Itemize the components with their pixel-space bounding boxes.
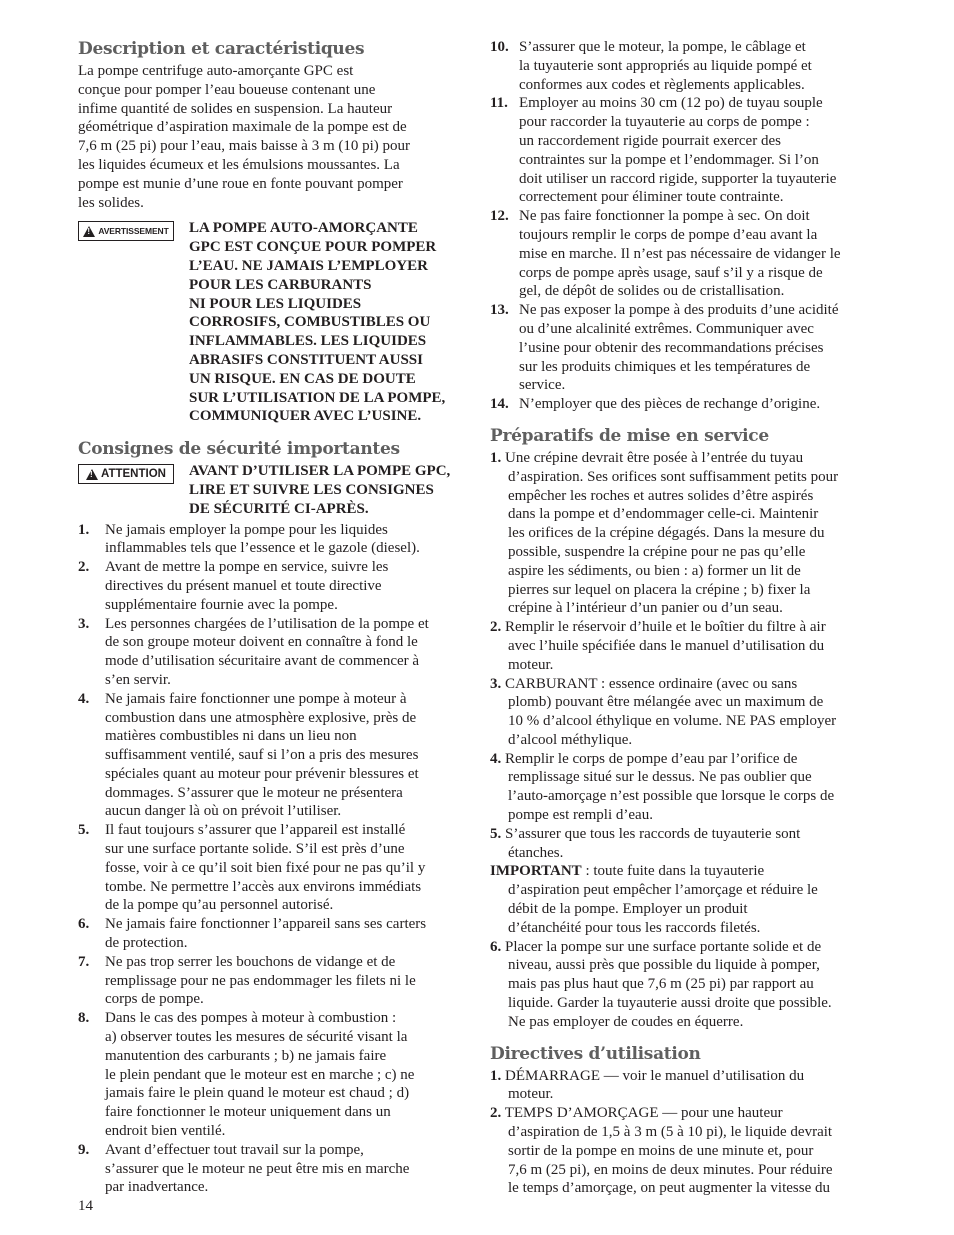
warning-triangle-icon: !: [83, 226, 95, 237]
preparation-list-continued: [490, 938, 880, 1032]
list-item: 8. Dans le cas des pompes à moteur à combustion : a) observer toutes les mesures de sécurité visant la manutention des carburants ; b) ne jamais faire le plein pendant que le moteur est en marche ; c) ne jamais faire le plein quand le moteur est chaud ; d) faire fonctionner le moteur uniquement dans un endroit bien ventilé.: [78, 1010, 415, 1140]
list-item: 4. Remplir le corps de pompe d’eau par l’orifice de remplissage situé sur le dessus. Ne pas oublier que l’auto-amorçage n’est possible que lorsque le corps de pompe est rempli d’eau.: [490, 750, 835, 824]
safety-list-continued: [490, 38, 880, 414]
list-item: 1. Ne jamais employer la pompe pour les liquides inflammables tels que l’essence et le gazole (diesel).: [78, 521, 420, 557]
attention-block: [78, 462, 464, 518]
list-item: 12. Ne pas faire fonctionner la pompe à sec. On doit toujours remplir le corps de pompe d’eau avant la mise en marche. Il n’est pas nécessaire de vidanger le corps de pompe après usage, sauf s’il y a risque de gel, de dépôt de solides ou de cristallisation.: [490, 208, 841, 300]
safety-list: [78, 521, 464, 1198]
list-item: 2. Avant de mettre la pompe en service, suivre les directives du présent manuel et toute directive supplémentaire fournie avec la pompe.: [78, 559, 389, 613]
attention-text: AVANT D’UTILISER LA POMPE GPC, LIRE ET SUIVRE LES CONSIGNES DE SÉCURITÉ CI-APRÈS.: [189, 463, 451, 517]
list-item: 9. Avant d’effectuer tout travail sur la pompe, s’assurer que le moteur ne peut être mis en marche par inadvertance.: [78, 1141, 410, 1196]
warning-badge: ! AVERTISSEMENT: [78, 221, 174, 241]
list-item: 6. Ne jamais faire fonctionner l’appareil sans ses carters de protection.: [78, 916, 427, 952]
section-heading-preparation: Préparatifs de mise en service: [490, 425, 769, 446]
warning-block: [78, 219, 464, 426]
list-item: 10. S’assurer que le moteur, la pompe, le câblage et la tuyauterie sont appropriés au liquide pompé et conformes aux codes et règlements applicables.: [490, 39, 812, 93]
list-item: 11. Employer au moins 30 cm (12 po) de tuyau souple pour raccorder la tuyauterie au corps de pompe : un raccordement rigide pourrait exercer des contraintes sur la pompe et l’endommager. Si l’on doit utiliser un raccord rigide, supporter la tuyauterie correctement pour éliminer toute contrainte.: [490, 95, 837, 206]
list-item: 1. Une crépine devrait être posée à l’entrée du tuyau d’aspiration. Ses orifices sont suffisamment petits pour empêcher les roches et autres solides d’être aspirés dans la pompe et d’endommager celle-ci. Maintenir les orifices de la crépine dégagés. Dans la mesure du possible, suspendre la crépine pour ne pas qu’elle aspire les sédiments, ou bien : a) former un lit de pierres sur lequel on placera la crépine ; b) fixer la crépine à l’intérieur d’un panier ou d’un seau.: [490, 449, 839, 617]
page-number: 14: [78, 1198, 93, 1214]
list-item: 1. DÉMARRAGE — voir le manuel d’utilisation du moteur.: [490, 1067, 805, 1103]
operation-list: [490, 1067, 880, 1199]
warning-text: LA POMPE AUTO-AMORÇANTE GPC EST CONÇUE POUR POMPER L’EAU. NE JAMAIS L’EMPLOYER POUR LES CARBURANTS NI POUR LES LIQUIDES CORROSIFS, COMBUSTIBLES OU INFLAMMABLES. LES LIQUIDES ABRASIFS CONSTITUENT AUSSI UN RISQUE. EN CAS DE DOUTE SUR L’UTILISATION DE LA POMPE, COMMUNIQUER AVEC L’USINE.: [189, 220, 446, 425]
list-item: 5. S’assurer que tous les raccords de tuyauterie sont étanches.: [490, 825, 801, 861]
section-heading-description: Description et caractéristiques: [78, 39, 365, 59]
attention-badge: ! ATTENTION: [78, 464, 174, 484]
list-item: 2. TEMPS D’AMORÇAGE — pour une hauteur d’aspiration de 1,5 à 3 m (5 à 10 pi), le liquide devrait sortir de la pompe en moins de une minute et, pour 7,6 m (25 pi), en moins de deux minutes. Pour réduire le temps d’amorçage, on peut augmenter la vitesse du: [490, 1105, 833, 1197]
important-note: IMPORTANT : toute fuite dans la tuyauterie d’aspiration peut empêcher l’amorçage et réduire le débit de la pompe. Employer un produit d’étanchéité pour tous les raccords filetés.: [490, 863, 818, 936]
section-heading-operation: Directives d’utilisation: [490, 1043, 701, 1064]
preparation-list: [490, 449, 880, 863]
warning-triangle-icon: !: [86, 469, 98, 480]
list-item: 7. Ne pas trop serrer les bouchons de vidange et de remplissage pour ne pas endommager les filets ni le corps de pompe.: [78, 953, 416, 1008]
list-item: 3. Les personnes chargées de l’utilisation de la pompe et de son groupe moteur doivent en connaître à fond le mode d’utilisation sécuritaire avant de commencer à s’en servir.: [78, 615, 429, 688]
right-column: [490, 38, 880, 1198]
list-item: 13. Ne pas exposer la pompe à des produits d’une acidité ou d’une alcalinité extrêmes. Communiquer avec l’usine pour obtenir des recommandations précises sur les produits chimiques et les températures de service.: [490, 302, 839, 394]
list-item: 3. CARBURANT : essence ordinaire (avec ou sans plomb) pouvant être mélangée avec un maximum de 10 % d’alcool éthylique en volume. NE PAS employer d’alcool méthylique.: [490, 675, 837, 748]
left-column: [78, 38, 464, 1197]
list-item: 2. Remplir le réservoir d’huile et le boîtier du filtre à air avec l’huile spécifiée dans le manuel d’utilisation du moteur.: [490, 619, 826, 673]
list-item: 14. N’employer que des pièces de rechange d’origine.: [490, 396, 821, 413]
description-paragraph: La pompe centrifuge auto-amorçante GPC est conçue pour pomper l’eau boueuse contenant une infime quantité de solides en suspension. La hauteur géométrique d’aspiration maximale de la pompe est de 7,6 m (25 pi) pour l’eau, mais baisse à 3 m (10 pi) pour les liquides écumeux et les émulsions moussantes. La pompe est munie d’une roue en fonte pouvant pomper les solides.: [78, 63, 411, 211]
list-item: 5. Il faut toujours s’assurer que l’appareil est installé sur une surface portante solide. S’il est près d’une fosse, voir à ce qu’il soit bien fixé pour ne pas qu’il y tombe. Ne permettre l’accès aux environs immédiats de la pompe qu’au personnel autorisé.: [78, 822, 426, 914]
list-item: 4. Ne jamais faire fonctionner une pompe à moteur à combustion dans une atmosphère explosive, près de matières combustibles ni dans un lieu non suffisamment ventilé, sauf si l’on a pris des mesures spéciales quant au moteur pour prévenir blessures et dommages. S’assurer que le moteur ne présentera aucun danger là où on prévoit l’utiliser.: [78, 690, 419, 820]
section-heading-safety: Consignes de sécurité importantes: [78, 439, 400, 460]
list-item: 6. Placer la pompe sur une surface portante solide et de niveau, aussi près que possible du liquide à pomper, mais pas plus haut que 7,6 m (25 pi) par rapport au liquide. Garder la tuyauterie aussi droite que possible. Ne pas employer de coudes en équerre.: [490, 938, 832, 1030]
